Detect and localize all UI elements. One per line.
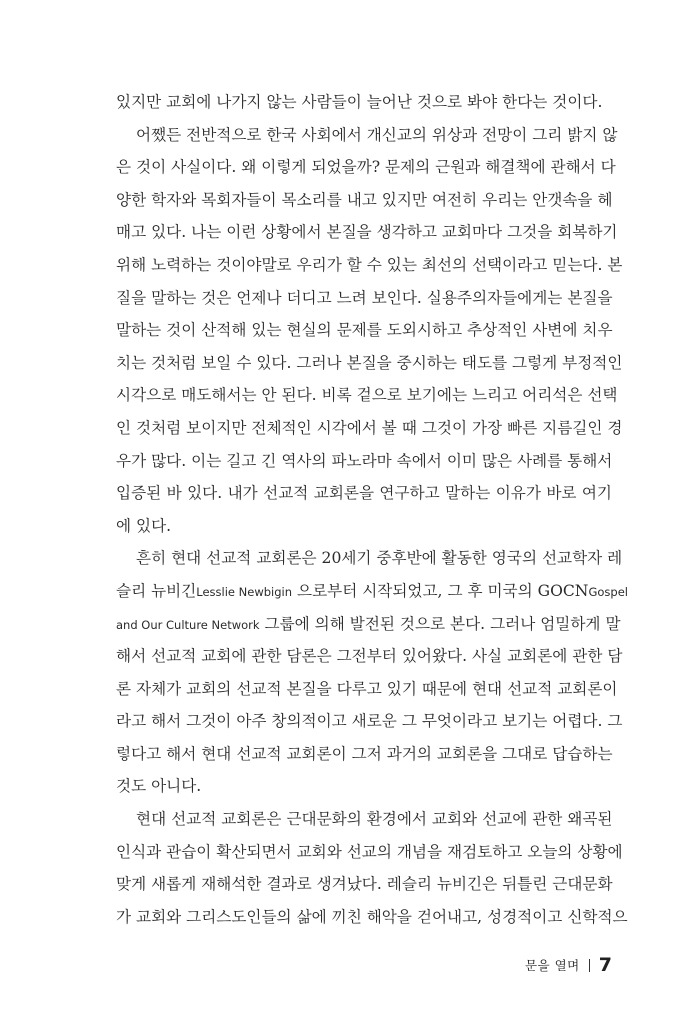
text-line: 치는 것처럼 보일 수 있다. 그러나 본질을 중시하는 태도를 그렇게 부정적인 <box>116 353 623 372</box>
text-line: 흔히 현대 선교적 교회론은 20세기 중후반에 활동한 영국의 선교학자 레 <box>136 549 623 568</box>
text-line: 매고 있다. 나는 이런 상황에서 본질을 생각하고 교회마다 그것을 회복하기 <box>116 223 618 242</box>
text-line: 우가 많다. 이는 길고 긴 역사의 파노라마 속에서 이미 많은 사례를 통해서 <box>116 451 613 470</box>
text-line: 어쨌든 전반적으로 한국 사회에서 개신교의 위상과 전망이 그리 밝지 않 <box>136 125 618 144</box>
text-line: 론 자체가 교회의 선교적 본질을 다루고 있기 때문에 현대 선교적 교회론이 <box>116 679 618 698</box>
text-line: 은 것이 사실이다. 왜 이렇게 되었을까? 문제의 근원과 해결책에 관해서 다 <box>116 158 616 177</box>
text-line: 시각으로 매도해서는 안 된다. 비록 겉으로 보기에는 느리고 어리석은 선택 <box>116 386 618 405</box>
text-line: 인 것처럼 보이지만 전체적인 시각에서 볼 때 그것이 가장 빠른 지름길인 경 <box>116 418 623 437</box>
text-line: 라고 해서 그것이 아주 창의적이고 새로운 그 무엇이라고 보기는 어렵다. 그 <box>116 712 623 731</box>
text-line: 가 교회와 그리스도인들의 삶에 끼친 해악을 걷어내고, 성경적이고 신학적으 <box>116 907 628 926</box>
text-line: 있지만 교회에 나가지 않는 사람들이 늘어난 것으로 봐야 한다는 것이다. <box>116 93 603 111</box>
running-head: 문을 열며 <box>524 958 580 973</box>
text-line: 현대 선교적 교회론은 근대문화의 환경에서 교회와 선교에 관한 왜곡된 <box>136 810 613 829</box>
text-line: 에 있다. <box>116 516 172 535</box>
text-line: 해서 선교적 교회에 관한 담론은 그전부터 있어왔다. 사실 교회론에 관한 담 <box>116 647 623 666</box>
text-line <box>116 608 621 641</box>
text-line: 질을 말하는 것은 언제나 더디고 느려 보인다. 실용주의자들에게는 본질을 <box>116 288 613 307</box>
text-line <box>116 575 628 608</box>
page-number: 7 <box>598 954 612 976</box>
text-line: 말하는 것이 산적해 있는 현실의 문제를 도외시하고 추상적인 사변에 치우 <box>116 321 613 340</box>
line-text: 으로부터 시작되었고, 그 후 미국의 GOCN <box>297 581 589 600</box>
text-line: 것도 아니다. <box>116 777 202 796</box>
latin-name: Lesslie Newbigin <box>196 584 293 599</box>
text-line: 인식과 관습이 확산되면서 교회와 선교의 개념을 재검토하고 오늘의 상황에 <box>116 842 623 861</box>
text-line: 위해 노력하는 것이야말로 우리가 할 수 있는 최선의 선택이라고 믿는다. 본 <box>116 255 623 274</box>
body-text <box>116 86 628 933</box>
text-line: 렇다고 해서 현대 선교적 교회론이 그저 과거의 교회론을 그대로 답습하는 <box>116 744 613 763</box>
text-line: 입증된 바 있다. 내가 선교적 교회론을 연구하고 말하는 이유가 바로 여기 <box>116 484 612 503</box>
latin-term: Gospel <box>588 584 628 599</box>
line-text: 그룹에 의해 발전된 것으로 본다. 그러나 엄밀하게 말 <box>264 614 621 633</box>
line-text: 슬리 뉴비긴 <box>116 581 197 600</box>
text-line: 맞게 새롭게 재해석한 결과로 생겨났다. 레슬리 뉴비긴은 뒤틀린 근대문화 <box>116 875 613 894</box>
text-line: 양한 학자와 목회자들이 목소리를 내고 있지만 여전히 우리는 안갯속을 헤 <box>116 190 613 209</box>
latin-term: and Our Culture Network <box>116 617 260 632</box>
footer-divider <box>589 959 590 972</box>
page-footer <box>525 953 612 977</box>
